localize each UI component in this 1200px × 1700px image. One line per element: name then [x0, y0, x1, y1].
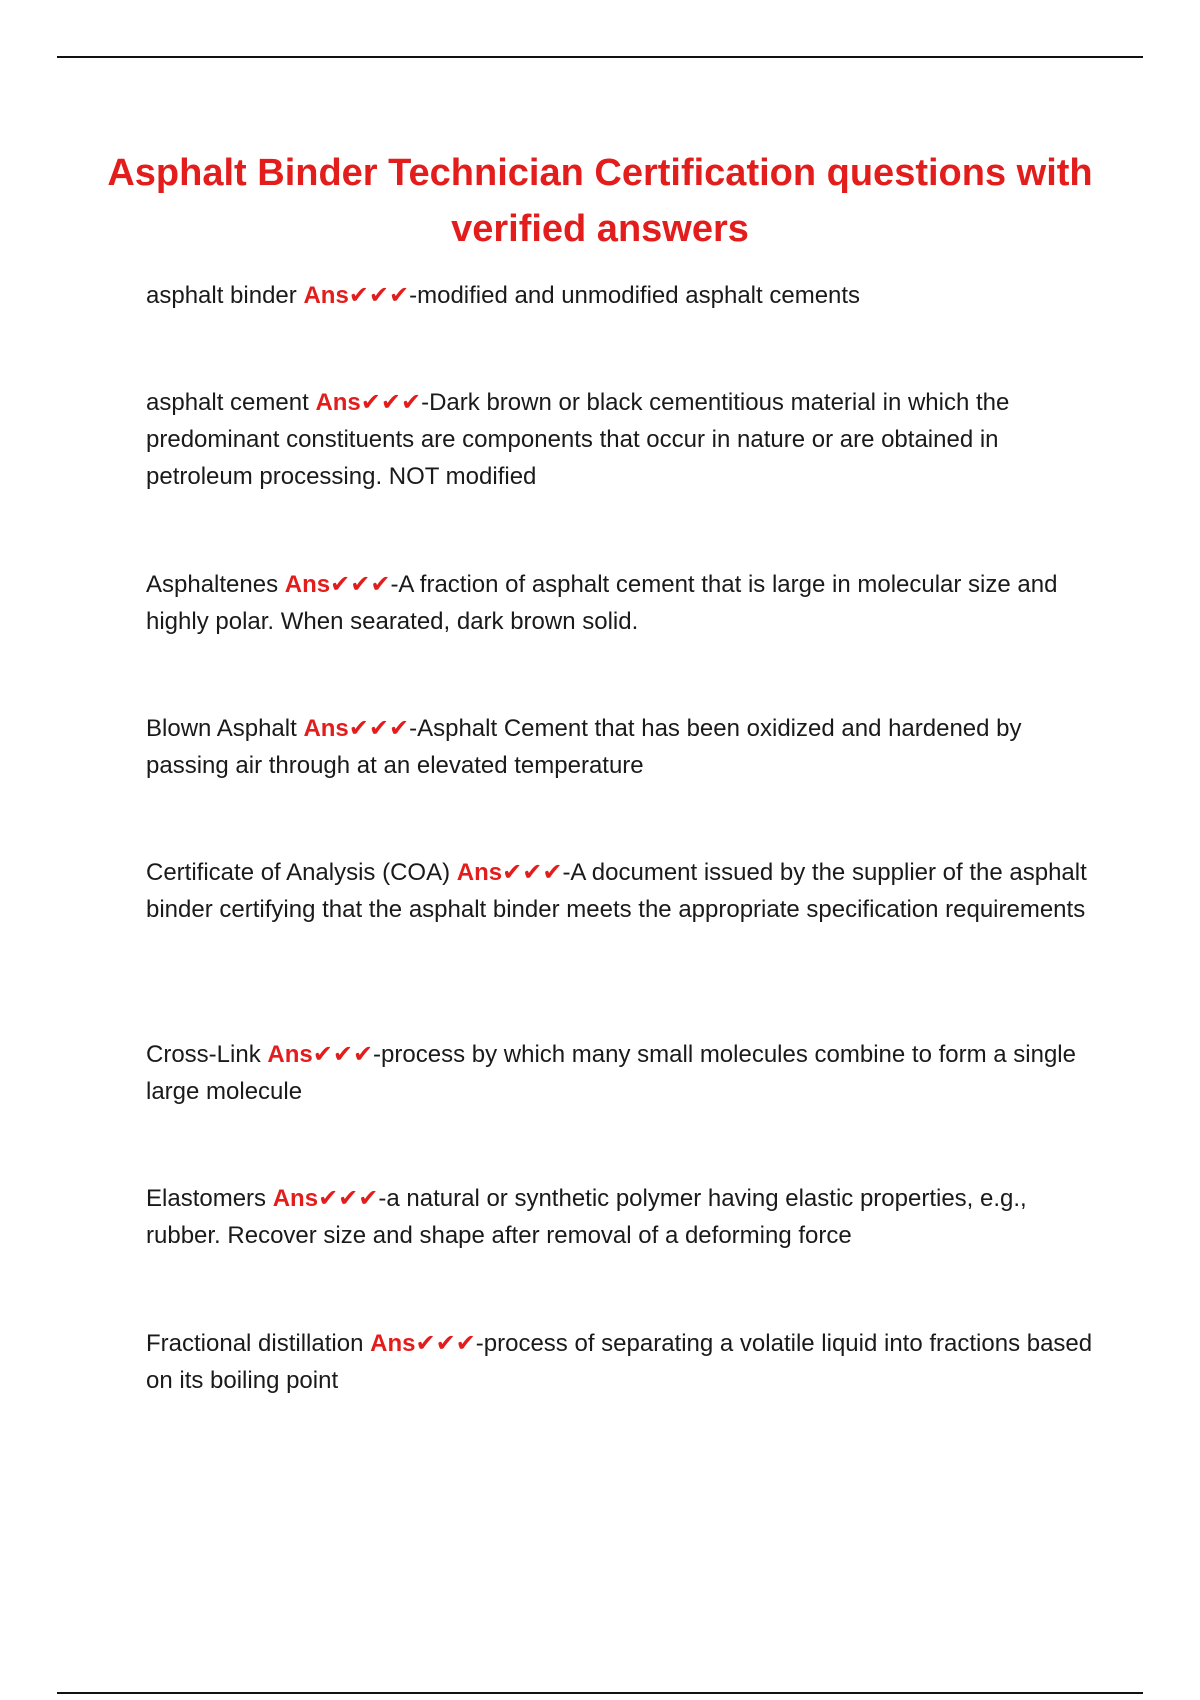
entry-definition: -a natural or synthetic polymer having elastic properties, e.g., rubber. Recover size and shape after removal of a deforming force [146, 1185, 1027, 1249]
answer-marker: Ans [370, 1330, 416, 1357]
check-icon: ✔✔✔ [415, 1330, 476, 1357]
entry-term: Certificate of Analysis (COA) [146, 859, 451, 886]
check-icon: ✔✔✔ [348, 715, 410, 742]
check-icon: ✔✔✔ [348, 282, 410, 309]
check-icon: ✔✔✔ [318, 1185, 379, 1212]
answer-marker: Ans [303, 715, 349, 742]
check-icon: ✔✔✔ [330, 571, 391, 598]
answer-marker: Ans [267, 1041, 313, 1068]
entry-definition: -Asphalt Cement that has been oxidized and hardened by passing air through at an elevated temperature [146, 715, 1022, 779]
qa-entry [146, 854, 1096, 928]
entry-term: Blown Asphalt [146, 715, 297, 742]
entry-term: Fractional distillation [146, 1330, 364, 1357]
entry-definition: -A document issued by the supplier of the asphalt binder certifying that the asphalt binder meets the appropriate specification requirements [146, 859, 1087, 923]
entry-term: Elastomers [146, 1185, 267, 1212]
document-title: Asphalt Binder Technician Certification questions with verified answers [107, 152, 1093, 250]
qa-entry [146, 710, 1096, 784]
top-divider [57, 56, 1143, 58]
entry-definition: -Dark brown or black cementitious material in which the predominant constituents are components that occur in nature or are obtained in petroleum processing. NOT modified [146, 389, 1010, 490]
answer-marker: Ans [284, 571, 331, 598]
qa-entry [146, 566, 1096, 640]
qa-entry [146, 1180, 1096, 1254]
entry-definition: -process by which many small molecules combine to form a single large molecule [146, 1041, 1076, 1105]
answer-marker: Ans [456, 859, 503, 886]
entry-term: asphalt cement [146, 389, 309, 416]
check-icon: ✔✔✔ [312, 1041, 374, 1068]
entry-term: asphalt binder [146, 282, 297, 309]
entry-term: Cross-Link [146, 1041, 261, 1068]
qa-entry [146, 1036, 1096, 1110]
answer-marker: Ans [272, 1185, 319, 1212]
answer-marker: Ans [303, 282, 349, 309]
entry-definition: -modified and unmodified asphalt cements [409, 282, 861, 309]
qa-entry [146, 384, 1096, 495]
qa-entry [146, 1325, 1096, 1399]
answer-marker: Ans [315, 389, 361, 416]
bottom-divider [57, 1692, 1143, 1694]
entry-definition: -process of separating a volatile liquid into fractions based on its boiling point [146, 1330, 1093, 1394]
entry-definition: -A fraction of asphalt cement that is large in molecular size and highly polar. When searated, dark brown solid. [146, 571, 1058, 635]
entry-term: Asphaltenes [146, 571, 279, 598]
qa-entry [146, 277, 1096, 314]
check-icon: ✔✔✔ [502, 859, 563, 886]
check-icon: ✔✔✔ [360, 389, 422, 416]
